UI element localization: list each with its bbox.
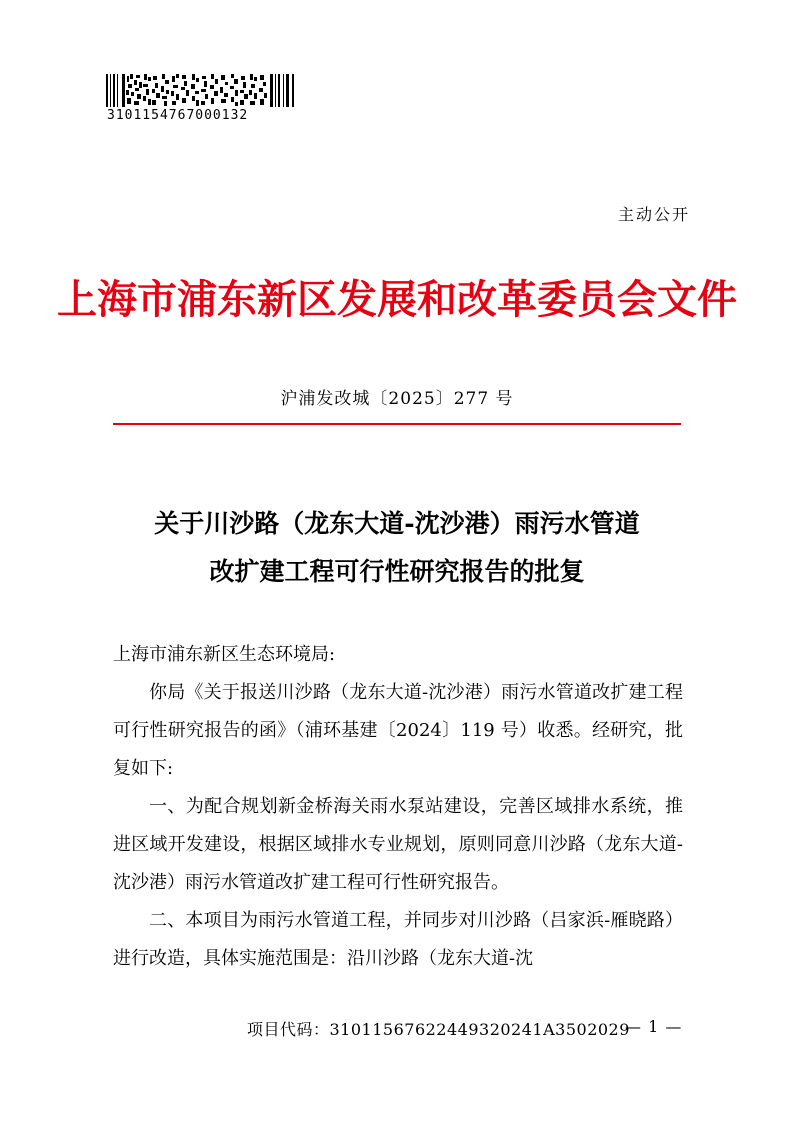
addressee: 上海市浦东新区生态环境局: [113,644,336,665]
paragraph-1: 你局《关于报送川沙路（龙东大道-沈沙港）雨污水管道改扩建工程可行性研究报告的函》（浦环基建〔2024〕119 号）收悉。经研究，批复如下: [113,682,683,779]
project-code: 项目代码：31011567622449320241A3502029 [247,1020,630,1039]
page-number: — 1 — [625,1017,683,1036]
paragraph-2: 一、为配合规划新金桥海关雨水泵站建设，完善区域排水系统，推进区域开发建设，根据区域排水专业规划，原则同意川沙路（龙东大道-沈沙港）雨污水管道改扩建工程可行性研究报告。 [113,796,683,893]
document-title-line-1: 关于川沙路（龙东大道-沈沙港）雨污水管道 [154,509,640,538]
document-body [113,636,683,978]
document-number: 沪浦发改城〔2025〕277 号 [280,389,514,409]
barcode-number: 3101154767000132 [107,108,249,123]
disclosure-label: 主动公开 [617,205,690,224]
barcode [106,74,294,107]
document-title-line-2: 改扩建工程可行性研究报告的批复 [209,557,585,586]
paragraph-3: 二、本项目为雨污水管道工程，并同步对川沙路（吕家浜-雁晓路）进行改造，具体实施范围是：沿川沙路（龙东大道-沈 [113,910,683,969]
red-divider-line [113,423,681,425]
document-title [0,500,794,596]
issuing-organization-title: 上海市浦东新区发展和改革委员会文件 [57,276,737,323]
